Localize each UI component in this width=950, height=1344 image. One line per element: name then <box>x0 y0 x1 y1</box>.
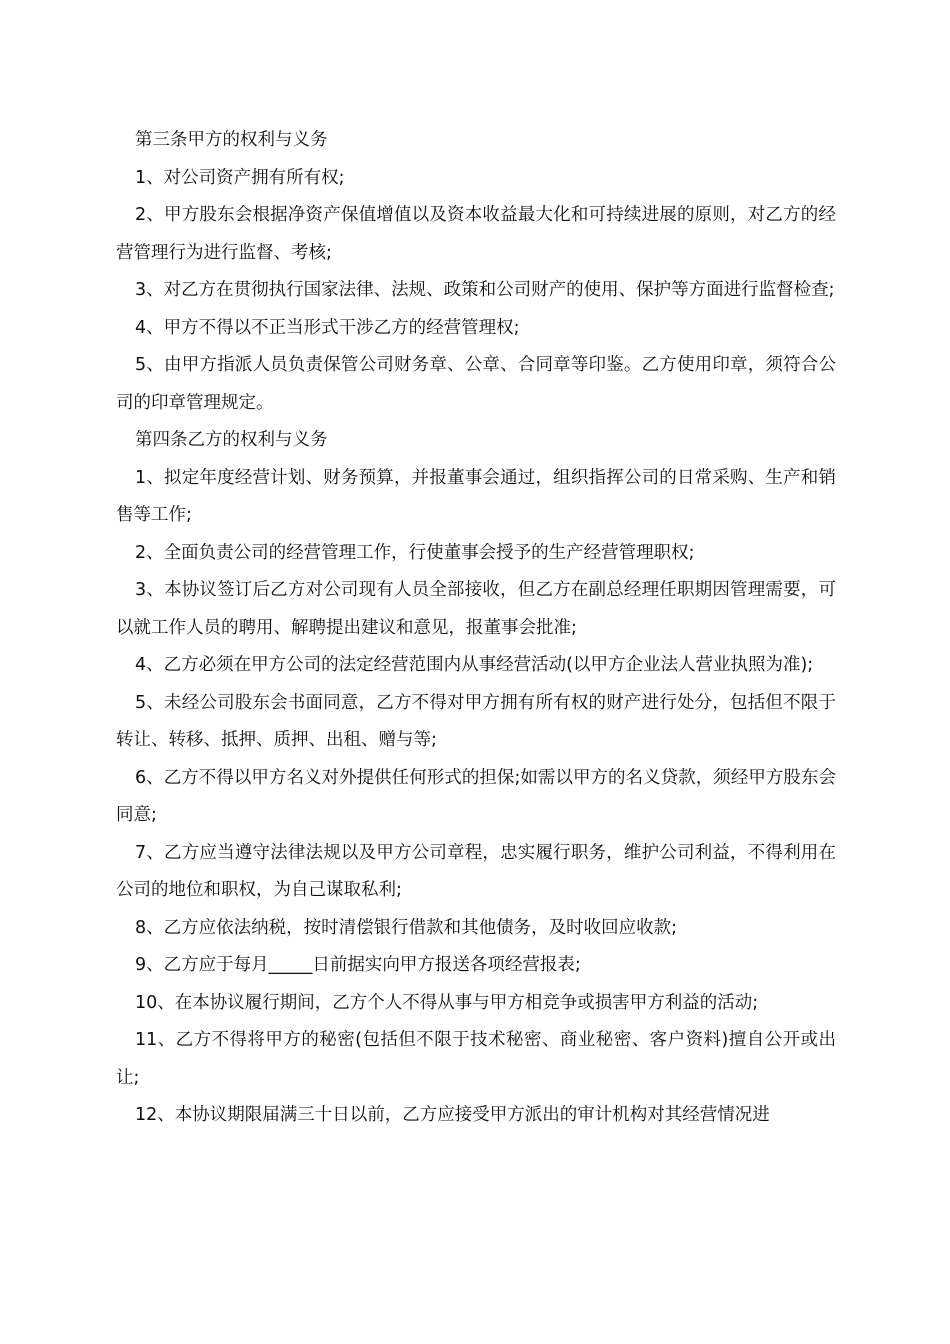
article-4-clause-1: 1、拟定年度经营计划、财务预算，并报董事会通过，组织指挥公司的日常采购、生产和销售等工作; <box>116 467 836 525</box>
article-4-clause-6: 6、乙方不得以甲方名义对外提供任何形式的担保;如需以甲方的名义贷款，须经甲方股东会同意; <box>116 767 836 825</box>
article-4-clause-10: 10、在本协议履行期间，乙方个人不得从事与甲方相竞争或损害甲方利益的活动; <box>135 992 759 1013</box>
article-4-clause-7: 7、乙方应当遵守法律法规以及甲方公司章程，忠实履行职务，维护公司利益，不得利用在公司的地位和职权，为自己谋取私利; <box>116 842 836 900</box>
article-3-clause-4: 4、甲方不得以不正当形式干涉乙方的经营管理权; <box>135 317 520 338</box>
article-4-clause-12: 12、本协议期限届满三十日以前，乙方应接受甲方派出的审计机构对其经营情况进 <box>135 1105 770 1125</box>
article-3-clause-5: 5、由甲方指派人员负责保管公司财务章、公章、合同章等印鉴。乙方使用印章，须符合公司的印章管理规定。 <box>116 355 836 413</box>
article-4-clause-11: 11、乙方不得将甲方的秘密(包括但不限于技术秘密、商业秘密、客户资料)擅自公开或出让; <box>116 1030 836 1088</box>
article-4-clause-4: 4、乙方必须在甲方公司的法定经营范围内从事经营活动(以甲方企业法人营业执照为准); <box>135 655 814 675</box>
article-4-clause-8: 8、乙方应依法纳税，按时清偿银行借款和其他债务，及时收回应收款; <box>135 917 678 938</box>
article-4-clause-5: 5、未经公司股东会书面同意，乙方不得对甲方拥有所有权的财产进行处分，包括但不限于转让、转移、抵押、质押、出租、赠与等; <box>116 692 836 750</box>
article-4-clause-3: 3、本协议签订后乙方对公司现有人员全部接收，但乙方在副总经理任职期因管理需要，可以就工作人员的聘用、解聘提出建议和意见，报董事会批准; <box>116 580 836 638</box>
article-3-clause-2: 2、甲方股东会根据净资产保值增值以及资本收益最大化和可持续进展的原则，对乙方的经营管理行为进行监督、考核; <box>116 205 836 263</box>
article-4-clause-2: 2、全面负责公司的经营管理工作，行使董事会授予的生产经营管理职权; <box>135 542 695 563</box>
article-4-heading: 第四条乙方的权利与义务 <box>135 430 328 450</box>
article-4-clause-9: 9、乙方应于每月_____日前据实向甲方报送各项经营报表; <box>135 955 581 975</box>
article-3-clause-1: 1、对公司资产拥有所有权; <box>135 167 345 188</box>
document-body <box>116 122 836 1135</box>
article-3-heading: 第三条甲方的权利与义务 <box>135 130 328 150</box>
article-3-clause-3: 3、对乙方在贯彻执行国家法律、法规、政策和公司财产的使用、保护等方面进行监督检查; <box>135 280 835 300</box>
